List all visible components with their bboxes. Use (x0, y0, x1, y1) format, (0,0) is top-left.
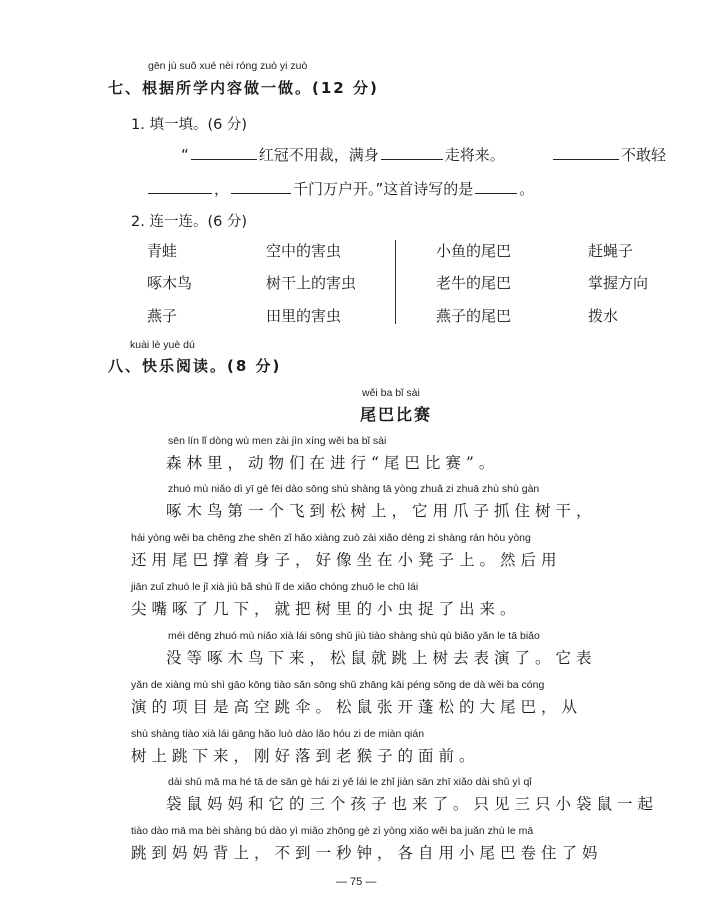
poem-text-1: 红冠不用裁，满身 (258, 146, 379, 164)
story-pinyin-2: zhuó mù niǎo dì yī gè fēi dào sōng shù shàng tā yòng zhuǎ zi zhuā zhù shù gàn (168, 483, 540, 495)
divider-line (395, 240, 396, 324)
q1-label: 1. 填一填。(6 分) (131, 117, 248, 133)
poem-text-2: 走将来。 (444, 146, 505, 164)
story-line-4: 尖嘴啄了几下，就把树里的小虫捉了出来。 (131, 600, 521, 618)
match-left-a-2[interactable]: 啄木鸟 (147, 274, 193, 292)
match-left-b-2[interactable]: 树干上的害虫 (266, 274, 357, 292)
period: 。 (519, 180, 535, 198)
blank-6[interactable] (475, 179, 517, 194)
blank-2[interactable] (381, 145, 443, 160)
story-line-8: 袋鼠妈妈和它的三个孩子也来了。只见三只小袋鼠一起 (166, 795, 659, 813)
match-right-a-1[interactable]: 小鱼的尾巴 (436, 242, 512, 260)
story-pinyin-8: dài shǔ mā ma hé tā de sān gè hái zi yě lái le zhǐ jiàn sān zhī xiǎo dài shǔ yì qǐ (168, 776, 532, 788)
story-pinyin-7: shù shàng tiào xià lái gāng hǎo luò dào lǎo hóu zi de miàn qián (131, 728, 425, 740)
story-title-pinyin: wěi ba bǐ sài (362, 387, 420, 399)
section8-pinyin: kuài lè yuè dú (130, 339, 195, 351)
section8-heading: 八、快乐阅读。(8 分) (108, 357, 282, 375)
story-line-2: 啄木鸟第一个飞到松树上，它用爪子抓住树干， (166, 502, 597, 520)
story-pinyin-4: jiān zuǐ zhuó le jǐ xià jiù bǎ shù lǐ de xiǎo chóng zhuō le chū lái (131, 581, 419, 593)
match-right-b-1[interactable]: 赶蝇子 (588, 242, 634, 260)
section7-pinyin: gēn jù suǒ xué nèi róng zuò yi zuò (148, 60, 308, 72)
story-line-5: 没等啄木鸟下来，松鼠就跳上树去表演了。它表 (166, 649, 597, 667)
story-line-3: 还用尾巴撑着身子，好像坐在小凳子上。然后用 (131, 551, 562, 569)
story-pinyin-5: méi děng zhuó mù niǎo xià lái sōng shǔ jiù tiào shàng shù qù biǎo yǎn le tā biǎo (168, 630, 540, 642)
story-title: 尾巴比赛 (360, 405, 433, 424)
match-left-b-3[interactable]: 田里的害虫 (266, 307, 342, 325)
story-line-1: 森林里，动物们在进行“尾巴比赛”。 (166, 454, 500, 472)
story-line-7: 树上跳下来，刚好落到老猴子的面前。 (131, 747, 480, 765)
q1-line2 (146, 178, 534, 199)
match-left-a-3[interactable]: 燕子 (147, 307, 178, 325)
blank-3[interactable] (553, 145, 619, 160)
quote-open: “ (181, 146, 189, 164)
section7-heading: 七、根据所学内容做一做。(12 分) (108, 79, 379, 97)
story-pinyin-3: hái yòng wěi ba chēng zhe shēn zǐ hǎo xiàng zuò zài xiǎo dèng zi shàng rán hòu yòng (131, 532, 531, 544)
blank-5[interactable] (231, 179, 291, 194)
poem-text-4: 千门万户开。”这首诗写的是 (293, 180, 474, 198)
match-right-a-3[interactable]: 燕子的尾巴 (436, 307, 512, 325)
q1-line1-end (551, 144, 666, 165)
match-right-b-2[interactable]: 掌握方向 (588, 274, 649, 292)
page-number: — 75 — (336, 876, 377, 888)
story-line-6: 演的项目是高空跳伞。松鼠张开蓬松的大尾巴，从 (131, 698, 583, 716)
story-pinyin-9: tiào dào mā ma bèi shàng bú dào yì miǎo zhōng gè zì yòng xiǎo wěi ba juǎn zhù le mā (131, 825, 534, 837)
match-right-a-2[interactable]: 老牛的尾巴 (436, 274, 512, 292)
blank-1[interactable] (191, 145, 257, 160)
match-left-a-1[interactable]: 青蛙 (147, 242, 178, 260)
match-right-b-3[interactable]: 拨水 (588, 307, 619, 325)
q1-line1 (181, 144, 505, 165)
blank-4[interactable] (148, 179, 212, 194)
story-pinyin-1: sēn lín lǐ dòng wù men zài jìn xíng wěi ba bǐ sài (168, 435, 387, 447)
story-pinyin-6: yǎn de xiàng mù shì gāo kōng tiào sǎn sōng shǔ zhāng kāi péng sōng de dà wěi ba cóng (131, 679, 545, 691)
poem-text-3: 不敢轻 (621, 146, 667, 164)
match-left-b-1[interactable]: 空中的害虫 (266, 242, 342, 260)
q2-label: 2. 连一连。(6 分) (131, 214, 248, 230)
comma: ， (214, 180, 230, 198)
story-line-9: 跳到妈妈背上，不到一秒钟，各自用小尾巴卷住了妈 (131, 844, 603, 862)
